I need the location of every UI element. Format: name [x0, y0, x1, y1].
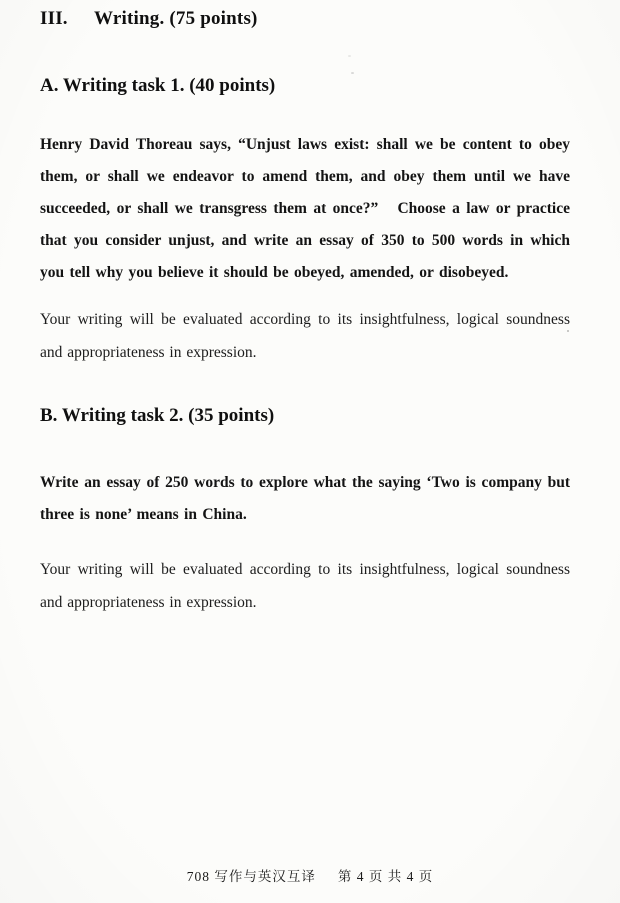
footer-course-code: 708 写作与英汉互译: [186, 869, 316, 884]
task1-prompt: Henry David Thoreau says, “Unjust laws exist: shall we be content to obey them, or shall we endeavor to amend them, and obey them until we have succeeded, or shall we transgress them at once?” Choose a law or practice that you consider unjust, and write an essay of 350 to 500 words in which you tell why you believe it should be obeyed, amended, or disobeyed.: [40, 136, 576, 281]
section-title: Writing. (75 points): [94, 8, 258, 29]
section-numeral: III.: [40, 8, 68, 29]
scan-speck: [348, 55, 351, 57]
task2-prompt: Write an essay of 250 words to explore what the saying ‘Two is company but three is none’ means in China.: [40, 474, 576, 523]
scan-speck: [351, 72, 354, 74]
footer-page-indicator: 第 4 页 共 4 页: [337, 869, 434, 884]
task1-heading: A. Writing task 1. (40 points): [40, 75, 276, 96]
task2-heading: B. Writing task 2. (35 points): [40, 405, 275, 426]
task2-evaluation-note: Your writing will be evaluated according to its insightfulness, logical soundness and appropriateness in expression.: [40, 561, 570, 611]
section-heading-writing: [40, 8, 570, 30]
scan-speck: [567, 330, 569, 332]
task1-evaluation-note: Your writing will be evaluated according to its insightfulness, logical soundness and appropriateness in expression.: [40, 311, 570, 361]
page-footer: [0, 865, 620, 885]
